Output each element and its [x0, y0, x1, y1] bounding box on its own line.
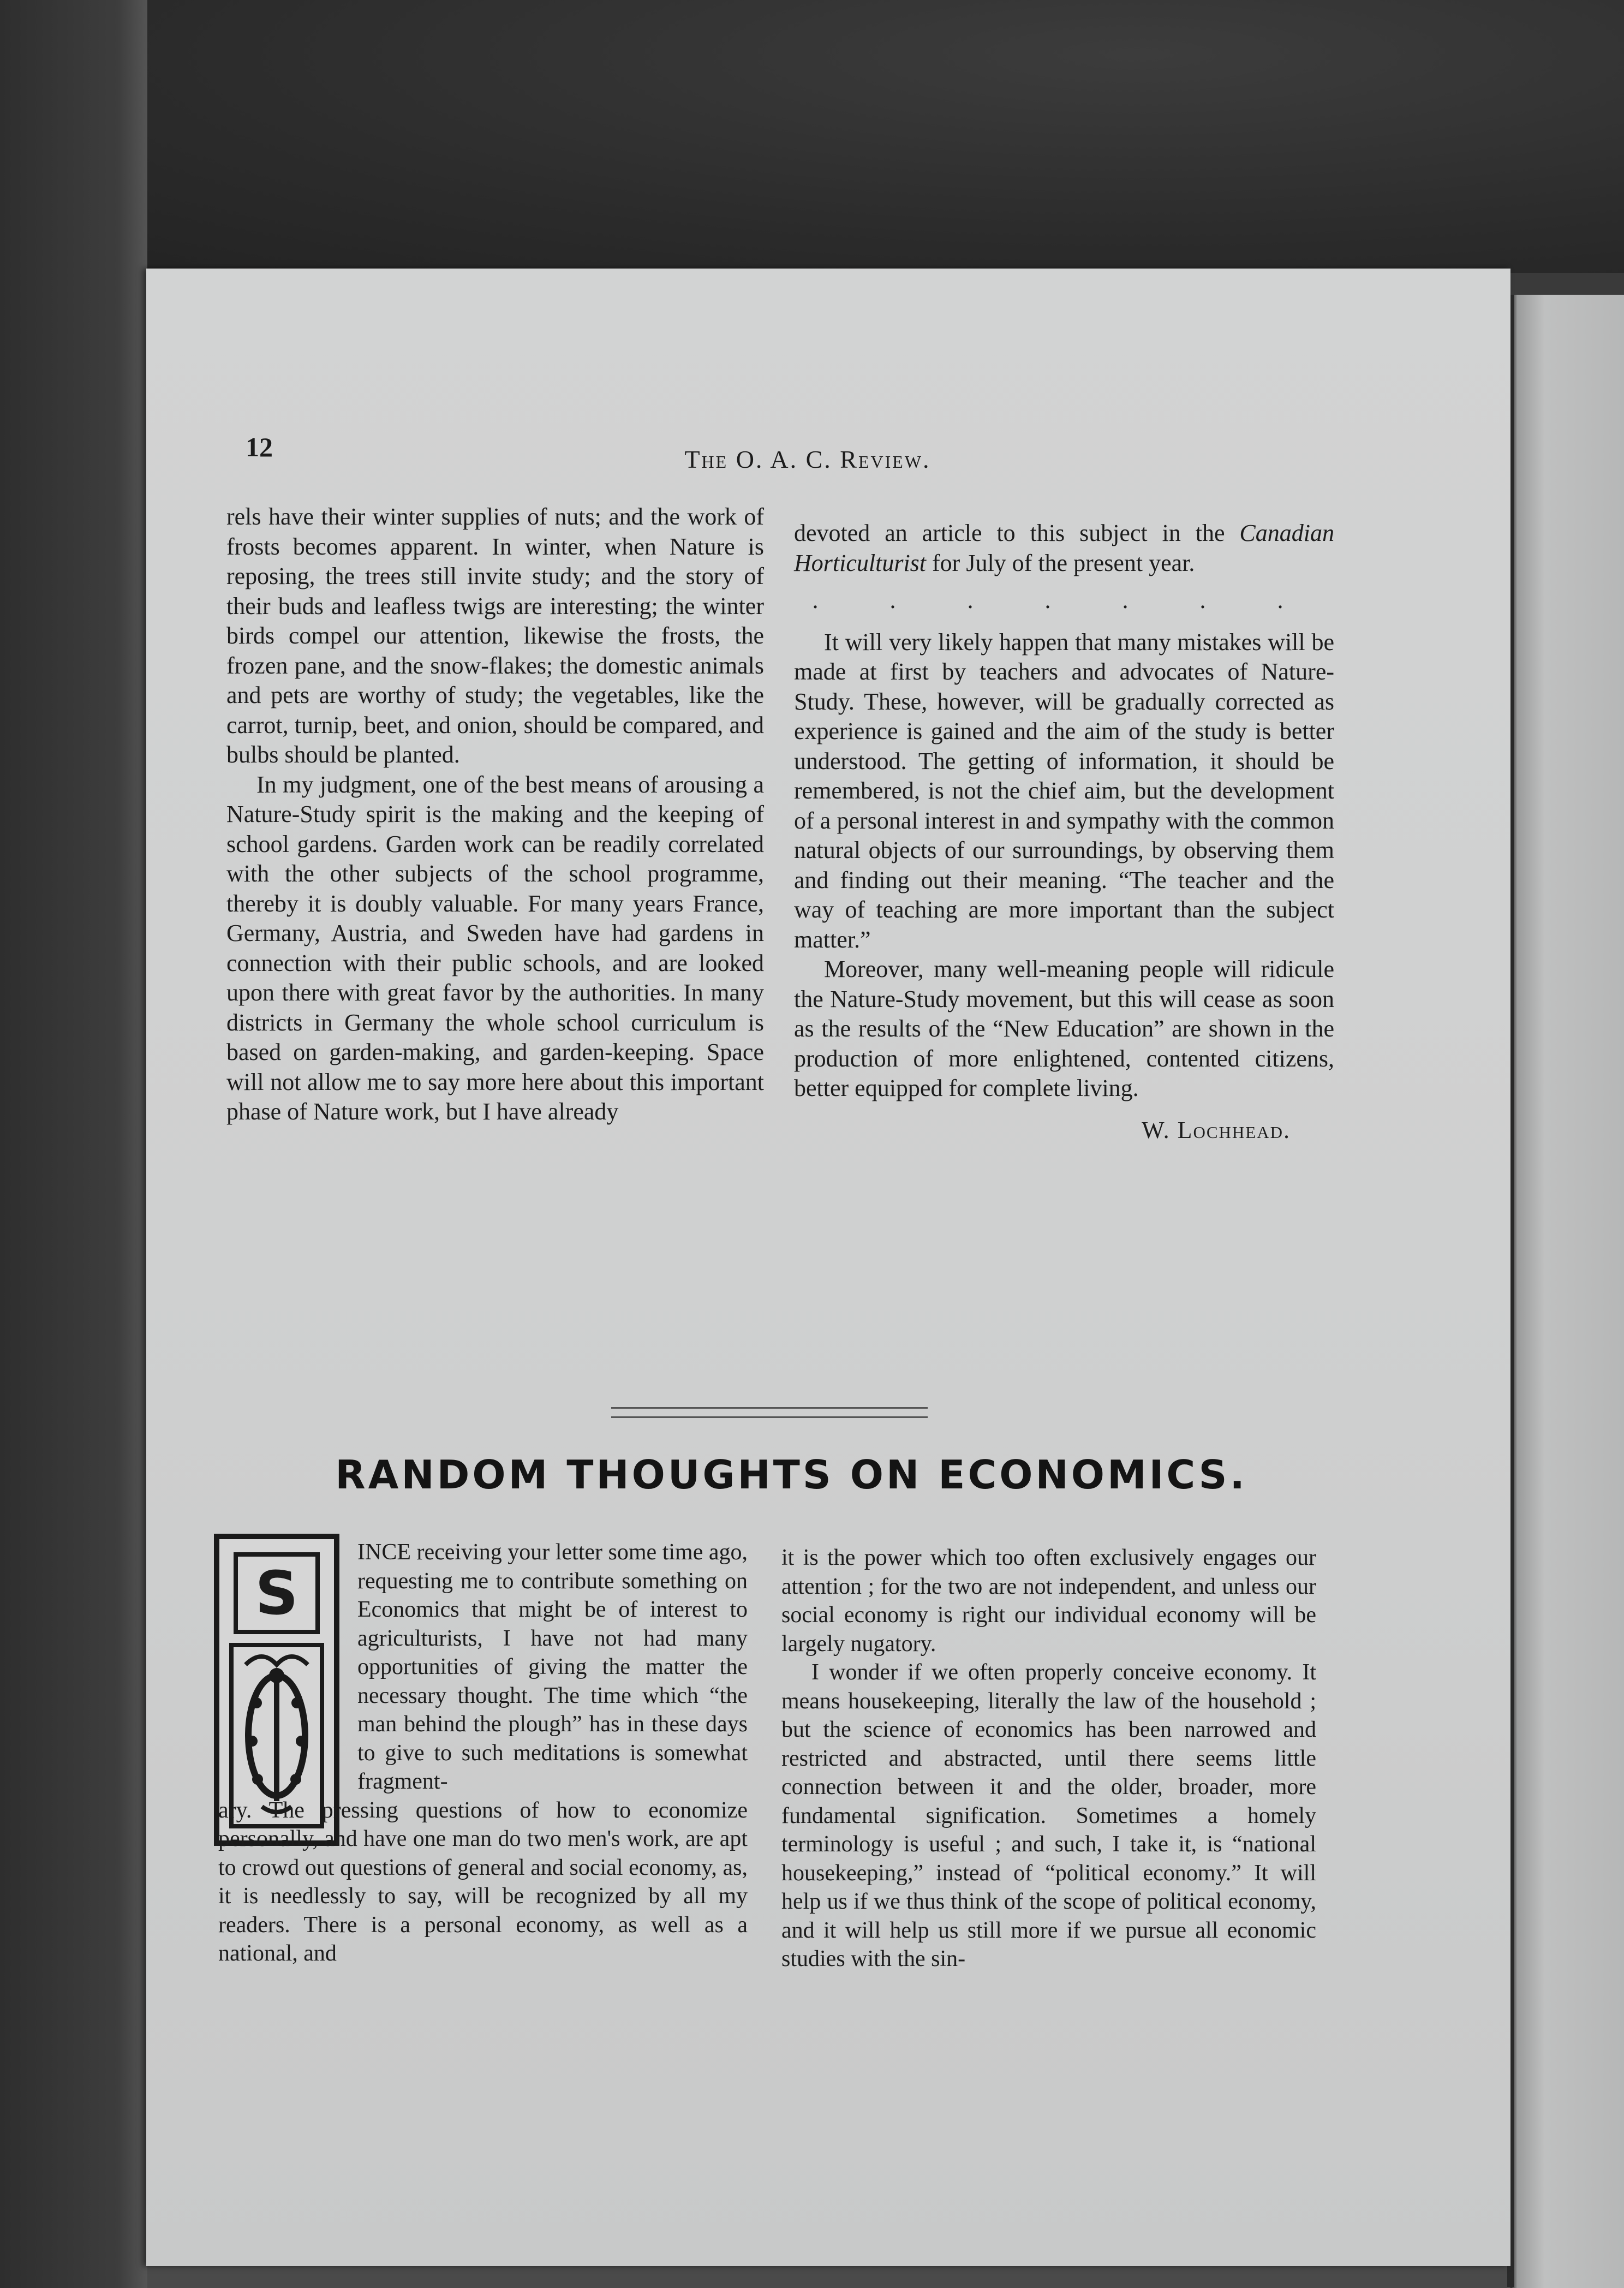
drop-cap-letter: S — [234, 1552, 320, 1634]
page-number: 12 — [246, 432, 273, 462]
paragraph-opening: INCE receiving your letter some time ago, requesting me to contribute something on Economics that might be of interest to agriculturists, I have not had many opportunities of giving the matter the necessary thought. The time which “the man behind the plough” has in these days to give to such meditations is somewhat fragment- — [357, 1540, 748, 1794]
paragraph: it is the power which too often exclusively engages our attention ; for the two are not independent, and unless our social economy is right our individual economy will be largely nugatory. — [781, 1545, 1316, 1657]
section-divider-rule — [611, 1407, 928, 1418]
paragraph: It will very likely happen that many mistakes will be made at first by teachers and advocates of Nature-Study. These, however, will be gradually corrected as experience is gained and the aim of the study is better understood. The getting of information, it should be remembered, is not the chief aim, but the development of a personal interest in and sympathy with the common natural objects of our surroundings, by observing them and finding out their meaning. “The teacher and the way of teaching are more important than the subject matter.” — [794, 628, 1334, 953]
article1-column-right — [794, 519, 1334, 1145]
running-head: The O. A. C. Review. — [684, 445, 931, 473]
article2-column-left — [218, 1538, 748, 1968]
article1-column-left — [226, 502, 764, 1127]
author-signature: W. Lochhead. — [1142, 1116, 1291, 1143]
paragraph-continued: ary. The pressing questions of how to economize personally, and have one man do two men's work, are apt to crowd out questions of general and social economy, as, it is needlessly to say, will be recognized by all my readers. There is a personal economy, as well as a national, and — [218, 1797, 748, 1966]
paragraph: Moreover, many well-meaning people will ridicule the Nature-Study movement, but this will cease as soon as the results of the “New Education” are shown in the production of more enlightened, contented citizens, better equipped for complete living. — [794, 956, 1334, 1101]
paragraph: I wonder if we often properly conceive economy. It means housekeeping, literally the law of the household ; but the science of economics has been narrowed and restricted and abstracted, until there seems little connection between it and the older, broader, more fundamental signification. Sometimes a homely terminology is useful ; and such, I take it, is “national housekeeping,” instead of “political economy.” It will help us if we thus think of the scope of political economy, and it will help us still more if we pursue all economic studies with the sin- — [781, 1660, 1316, 1971]
dark-background-top — [0, 0, 1624, 273]
article-title: RANDOM THOUGHTS ON ECONOMICS. — [335, 1452, 1247, 1498]
article2-column-right — [781, 1544, 1316, 1974]
facing-page-edge — [1510, 295, 1624, 2288]
dark-background-left — [0, 0, 147, 2288]
paragraph-intro — [794, 519, 1334, 578]
paragraph: In my judgment, one of the best means of arousing a Nature-Study spirit is the making and the keeping of school gardens. Garden work can be readily correlated with the other subjects of the school programme, thereby it is doubly valuable. For many years France, Germany, Austria, and Sweden have had gardens in connection with their public schools, and are looked upon there with great favor by the authorities. In many districts in Germany the whole school curriculum is based on garden-making, and garden-keeping. Space will not allow me to say more here about this important phase of Nature work, but I have already — [226, 771, 764, 1125]
italic-title: Canadian Horticulturist — [794, 520, 1334, 576]
paragraph: rels have their winter supplies of nuts; and the work of frosts becomes apparent. In winter, when Nature is reposing, the trees still invite study; and the story of their buds and leafless twigs are interesting; the winter birds compel our attention, likewise the frosts, the frozen pane, and the snow-flakes; the domestic animals and pets are worthy of study; the vegetables, like the carrot, turnip, beet, and onion, should be compared, and bulbs should be planted. — [226, 503, 764, 768]
section-break-dots: . . . . . . . — [812, 587, 1316, 613]
text-run: for July of the present year. — [926, 549, 1195, 576]
text-run: devoted an article to this subject in the — [794, 520, 1240, 546]
